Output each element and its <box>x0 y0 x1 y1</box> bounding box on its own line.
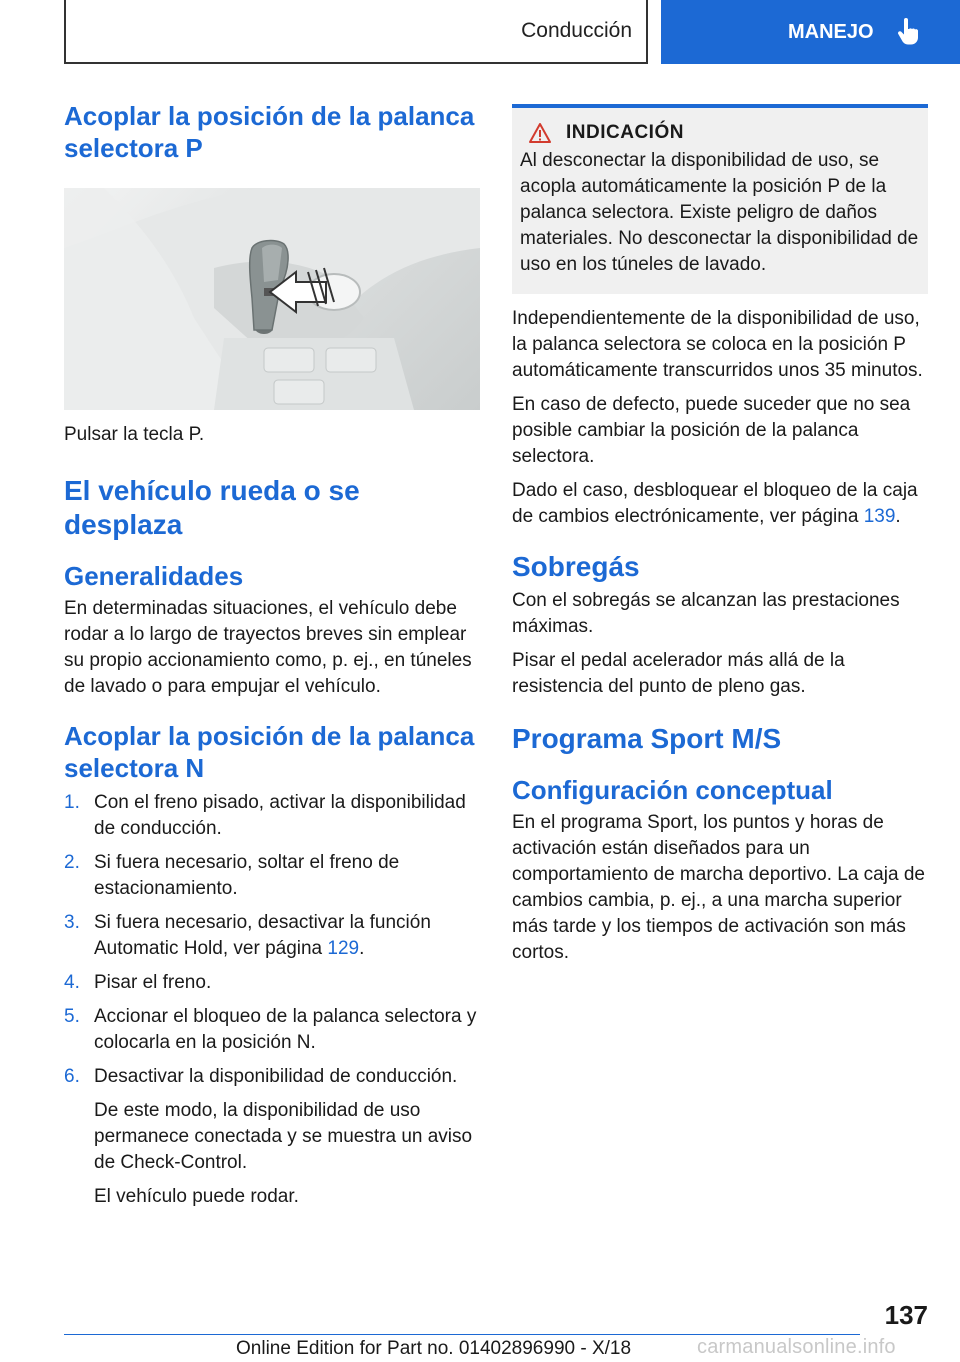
step-number: 3. <box>64 912 80 933</box>
subheading-concept: Configuración conceptual <box>512 775 833 805</box>
list-item <box>64 850 480 902</box>
step-text: Accionar el bloqueo de la palanca selectora y colocarla en la posición N. <box>94 1006 477 1053</box>
figure-caption: Pulsar la tecla P. <box>64 424 205 445</box>
section-title-rolling: El vehículo rueda o se desplaza <box>64 475 360 540</box>
paragraph-unlock <box>512 478 928 530</box>
step-number: 2. <box>64 852 80 873</box>
step-text-body: Si fuera necesario, desactivar la función Automatic Hold, ver página <box>94 912 431 959</box>
list-item <box>64 1004 480 1056</box>
list-item <box>64 1064 480 1090</box>
step-text: Si fuera necesario, soltar el freno de estacionamiento. <box>94 852 400 899</box>
header-section-tab <box>64 0 648 64</box>
paragraph-kickdown-2: Pisar el pedal acelerador más allá de la resistencia del punto de pleno gas. <box>512 650 845 697</box>
notice-box <box>512 104 928 294</box>
step-text-period: . <box>359 938 365 959</box>
section-title-kickdown: Sobregás <box>512 551 640 582</box>
paragraph-unlock-text: Dado el caso, desbloquear el bloqueo de la caja de cambios electrónicamente, ver página <box>512 480 918 527</box>
heading-neutral-position: Acoplar la posición de la palanca selectora N <box>64 721 475 783</box>
notice-header <box>520 122 920 144</box>
paragraph-general: En determinadas situaciones, el vehículo debe rodar a lo largo de trayectos breves sin emplear su propio accionamiento como, p. ej., en túneles de lavado o para empujar el vehículo. <box>64 598 472 697</box>
header-section-label: Conducción <box>521 19 632 42</box>
step-text: Desactivar la disponibilidad de conducción. <box>94 1066 458 1087</box>
list-item <box>64 910 480 962</box>
step-text: Pisar el freno. <box>94 972 212 993</box>
step6-detail-1: De este modo, la disponibilidad de uso permanece conectada y se muestra un aviso de Check-Control. <box>94 1100 473 1173</box>
left-column <box>64 100 480 1210</box>
right-column <box>512 104 928 966</box>
selector-lever-drawing <box>64 188 480 410</box>
warning-triangle-icon <box>528 122 552 144</box>
footer-divider <box>64 1334 860 1335</box>
header-active-label: MANEJO <box>788 20 874 43</box>
section-title-sport-program: Programa Sport M/S <box>512 723 782 754</box>
hand-pointer-icon <box>896 18 920 46</box>
paragraph-sport: En el programa Sport, los puntos y horas de activación están diseñados para un comportamiento de marcha deportivo. La caja de cambios cambia, p. ej., a una marcha superior más tarde y los tiempos de activación son más cortos. <box>512 812 925 963</box>
header-active-tab[interactable] <box>661 0 960 64</box>
page-link-129[interactable]: 129 <box>327 938 360 959</box>
steps-list <box>64 790 480 1090</box>
step-text: Con el freno pisado, activar la disponibilidad de conducción. <box>94 792 466 839</box>
edition-label: Online Edition for Part no. 01402896990 - X/18 <box>236 1338 632 1359</box>
step-number: 4. <box>64 972 80 993</box>
page-number: 137 <box>884 1300 928 1330</box>
step-number: 6. <box>64 1066 80 1087</box>
selector-lever-illustration <box>64 188 480 410</box>
paragraph-unlock-period: . <box>895 506 901 527</box>
page-link-139[interactable]: 139 <box>863 506 896 527</box>
step6-detail-2: El vehículo puede rodar. <box>94 1186 299 1207</box>
notice-text: Al desconectar la disponibilidad de uso, se acopla automáticamente la posición P de la palanca selectora. Existe peligro de daños materiales. No desconectar la disponibilidad de uso en los túneles de lavado. <box>520 150 919 275</box>
notice-title: INDICACIÓN <box>566 122 684 143</box>
watermark: carmanualsonline.info <box>697 1336 896 1358</box>
step-text <box>94 910 480 962</box>
paragraph-auto-park: Independientemente de la disponibilidad de uso, la palanca selectora se coloca en la posición P automáticamente transcurridos unos 35 minutos. <box>512 308 923 381</box>
paragraph-kickdown-1: Con el sobregás se alcanzan las prestaciones máximas. <box>512 590 900 637</box>
step-number: 5. <box>64 1006 80 1027</box>
step-number: 1. <box>64 792 80 813</box>
subheading-general: Generalidades <box>64 561 244 591</box>
list-item <box>64 970 480 996</box>
paragraph-defect: En caso de defecto, puede suceder que no sea posible cambiar la posición de la palanca selectora. <box>512 394 911 467</box>
list-item <box>64 790 480 842</box>
heading-park-position: Acoplar la posición de la palanca selectora P <box>64 101 475 163</box>
